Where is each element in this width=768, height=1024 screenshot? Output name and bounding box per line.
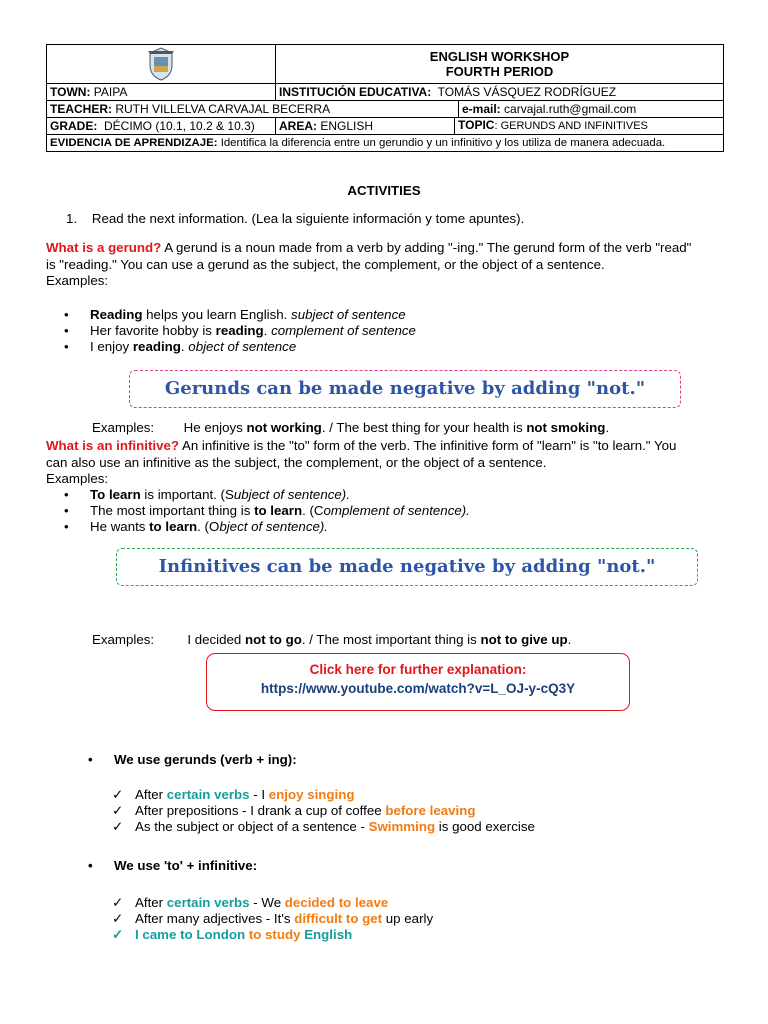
list-item: ✓ After prepositions - I drank a cup of coffee before leaving (112, 803, 476, 818)
grade-value: DÉCIMO (10.1, 10.2 & 10.3) (104, 118, 255, 133)
infinitive-negative-examples: Examples: I decided not to go. / The most important thing is not to give up. (92, 632, 572, 647)
infinitive-definition-line2: can also use an infinitive as the subject, the complement, or the object of a sentence. (46, 455, 547, 470)
list-item: • The most important thing is to learn. (Complement of sentence). (62, 503, 470, 519)
infinitive-question: What is an infinitive? (46, 438, 179, 453)
topic-value: : GERUNDS AND INFINITIVES (494, 120, 648, 132)
topic-cell: TOPIC: GERUNDS AND INFINITIVES (455, 118, 724, 135)
grade-cell: GRADE: DÉCIMO (10.1, 10.2 & 10.3) (47, 118, 276, 135)
institution-cell: INSTITUCIÓN EDUCATIVA: TOMÁS VÁSQUEZ RODRÍGUEZ (276, 84, 724, 101)
workshop-title: ENGLISH WORKSHOP (429, 49, 570, 64)
gerund-examples-label: Examples: (46, 273, 109, 288)
instruction-number: 1. (66, 211, 78, 226)
check-icon: ✓ (112, 927, 124, 942)
instruction-line (66, 211, 524, 226)
institution-value: TOMÁS VÁSQUEZ RODRÍGUEZ (437, 84, 617, 99)
check-icon: ✓ (112, 787, 124, 802)
header-table (46, 44, 724, 152)
area-cell: AREA: ENGLISH (276, 118, 455, 135)
workshop-title-cell (276, 45, 724, 84)
gerund-definition-line1: What is a gerund? A gerund is a noun made from a verb by adding "-ing." The gerund form of the verb "read" (46, 240, 692, 255)
town-cell: TOWN: PAIPA (47, 84, 276, 101)
infinitive-uses-list (112, 895, 433, 943)
list-item: • To learn is important. (Subject of sentence). (62, 487, 470, 503)
gerund-uses-heading-list (86, 752, 297, 768)
teacher-cell: TEACHER: RUTH VILLELVA CARVAJAL BECERRA (47, 101, 459, 118)
infinitive-examples-list (62, 487, 470, 535)
further-explanation-label: Click here for further explanation: (309, 662, 527, 677)
school-crest-icon (148, 47, 174, 81)
further-explanation-box (206, 653, 630, 711)
gerund-negative-examples: Examples: He enjoys not working. / The best thing for your health is not smoking. (92, 420, 610, 435)
town-value: PAIPA (93, 84, 128, 99)
check-icon: ✓ (112, 895, 124, 910)
list-item: ✓ After certain verbs - We decided to leave (112, 895, 389, 910)
list-item: ✓ After many adjectives - It's difficult to get up early (112, 911, 434, 926)
infinitive-definition-line1: What is an infinitive? An infinitive is the "to" form of the verb. The infinitive form of "learn" is "to learn." You (46, 438, 677, 453)
teacher-value: RUTH VILLELVA CARVAJAL BECERRA (115, 101, 331, 116)
infinitive-uses-heading-list (86, 858, 257, 874)
list-item: • Reading helps you learn English. subject of sentence (62, 307, 416, 323)
gerund-question: What is a gerund? (46, 240, 162, 255)
list-item: • I enjoy reading. object of sentence (62, 339, 416, 355)
list-item: ✓ After certain verbs - I enjoy singing (112, 787, 355, 802)
area-value: ENGLISH (320, 118, 374, 133)
list-item: • He wants to learn. (Object of sentence). (62, 519, 470, 535)
email-value: carvajal.ruth@gmail.com (504, 101, 637, 116)
email-cell: e-mail: carvajal.ruth@gmail.com (459, 101, 724, 118)
infinitive-examples-label: Examples: (46, 471, 109, 486)
evidence-value: Identifica la diferencia entre un gerundio y un infinitivo y los utiliza de manera adecuada. (220, 136, 666, 149)
check-icon: ✓ (112, 819, 124, 834)
check-icon: ✓ (112, 803, 124, 818)
list-item: ✓ As the subject or object of a sentence - Swimming is good exercise (112, 819, 535, 834)
gerund-uses-heading: • We use gerunds (verb + ing): (86, 752, 297, 768)
list-item: ✓ I came to London to study English (112, 927, 353, 942)
activities-title: ACTIVITIES (347, 183, 421, 198)
gerund-uses-list (112, 787, 535, 835)
infinitive-uses-heading: • We use 'to' + infinitive: (86, 858, 257, 874)
youtube-link[interactable]: https://www.youtube.com/watch?v=L_OJ-y-cQ3Y (260, 681, 576, 696)
list-item: • Her favorite hobby is reading. complement of sentence (62, 323, 416, 339)
period-title: FOURTH PERIOD (445, 64, 554, 79)
gerund-examples-list (62, 307, 416, 355)
gerund-definition-line2: is "reading." You can use a gerund as the subject, the complement, or the object of a sentence. (46, 257, 605, 272)
evidence-cell: EVIDENCIA DE APRENDIZAJE: Identifica la diferencia entre un gerundio y un infinitivo y los utiliza de manera adecuada. (47, 135, 724, 152)
check-icon: ✓ (112, 911, 124, 926)
instruction-text: Read the next information. (Lea la siguiente información y tome apuntes). (91, 211, 525, 226)
logo-cell (47, 45, 276, 84)
gerund-negative-note: Gerunds can be made negative by adding "not." (129, 370, 681, 408)
infinitive-negative-note: Infinitives can be made negative by adding "not." (116, 548, 698, 586)
